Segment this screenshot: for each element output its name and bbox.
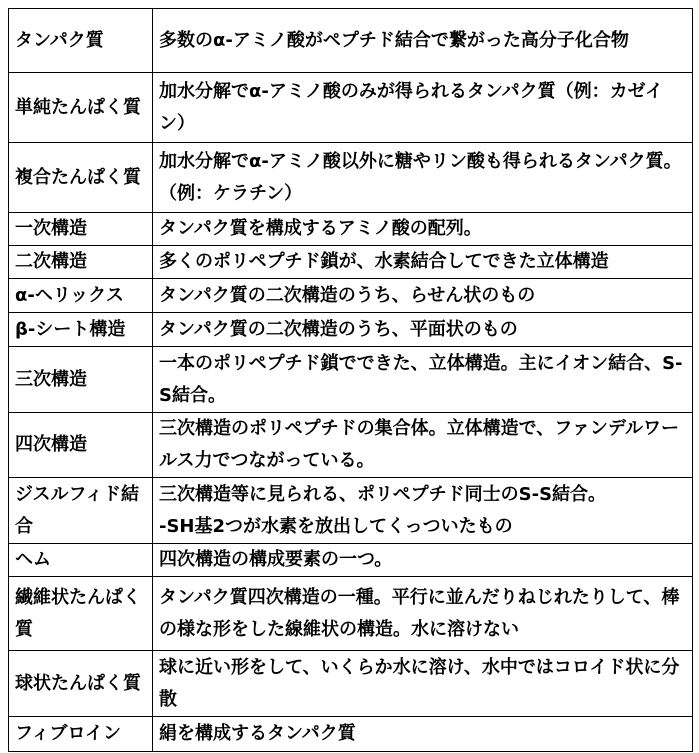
definition-cell: タンパク質の二次構造のうち、らせん状のもの xyxy=(153,279,693,313)
table-row xyxy=(9,651,693,717)
term-cell: フィブロイン xyxy=(9,717,153,752)
definition-cell: 球に近い形をして、いくらか水に溶け、水中ではコロイド状に分散 xyxy=(153,651,693,717)
definition-cell: 多数のα-アミノ酸がペプチド結合で繋がった高分子化合物 xyxy=(153,9,693,73)
definition-cell: 三次構造のポリペプチドの集合体。立体構造で、ファンデルワールス力でつながっている。 xyxy=(153,413,693,478)
definition-cell: タンパク質の二次構造のうち、平面状のもの xyxy=(153,313,693,347)
definition-cell: 絹を構成するタンパク質 xyxy=(153,717,693,752)
table-row xyxy=(9,9,693,73)
table-row xyxy=(9,347,693,413)
definition-cell: タンパク質を構成するアミノ酸の配列。 xyxy=(153,213,693,246)
term-cell: タンパク質 xyxy=(9,9,153,73)
definition-cell: 加水分解でα-アミノ酸のみが得られるタンパク質（例：カゼイン） xyxy=(153,73,693,143)
definition-cell: 多くのポリペプチド鎖が、水素結合してできた立体構造 xyxy=(153,246,693,279)
term-cell: β-シート構造 xyxy=(9,313,153,347)
table-row xyxy=(9,313,693,347)
term-cell: α-ヘリックス xyxy=(9,279,153,313)
term-cell: 一次構造 xyxy=(9,213,153,246)
term-cell: 二次構造 xyxy=(9,246,153,279)
term-cell: 複合たんぱく質 xyxy=(9,143,153,213)
table-row xyxy=(9,413,693,478)
table-row xyxy=(9,73,693,143)
table-row xyxy=(9,577,693,651)
document-page xyxy=(8,8,692,747)
term-cell: ヘム xyxy=(9,544,153,577)
definition-cell: 一本のポリペプチド鎖でできた、立体構造。主にイオン結合、S-S結合。 xyxy=(153,347,693,413)
definition-cell: 四次構造の構成要素の一つ。 xyxy=(153,544,693,577)
term-cell: 単純たんぱく質 xyxy=(9,73,153,143)
definition-cell: 加水分解でα-アミノ酸以外に糖やリン酸も得られるタンパク質。（例：ケラチン） xyxy=(153,143,693,213)
table-row xyxy=(9,717,693,752)
glossary-table-body xyxy=(9,9,693,752)
term-cell: 四次構造 xyxy=(9,413,153,478)
table-row xyxy=(9,143,693,213)
table-row xyxy=(9,478,693,544)
table-row xyxy=(9,544,693,577)
term-cell: 繊維状たんぱく質 xyxy=(9,577,153,651)
table-row xyxy=(9,279,693,313)
term-cell: 三次構造 xyxy=(9,347,153,413)
glossary-table xyxy=(8,8,693,752)
term-cell: ジスルフィド結合 xyxy=(9,478,153,544)
definition-cell: タンパク質四次構造の一種。平行に並んだりねじれたりして、棒の様な形をした線維状の構造。水に溶けない xyxy=(153,577,693,651)
table-row xyxy=(9,213,693,246)
term-cell: 球状たんぱく質 xyxy=(9,651,153,717)
definition-cell: 三次構造等に見られる、ポリペプチド同士のS-S結合。 -SH基2つが水素を放出してくっついたもの xyxy=(153,478,693,544)
table-row xyxy=(9,246,693,279)
